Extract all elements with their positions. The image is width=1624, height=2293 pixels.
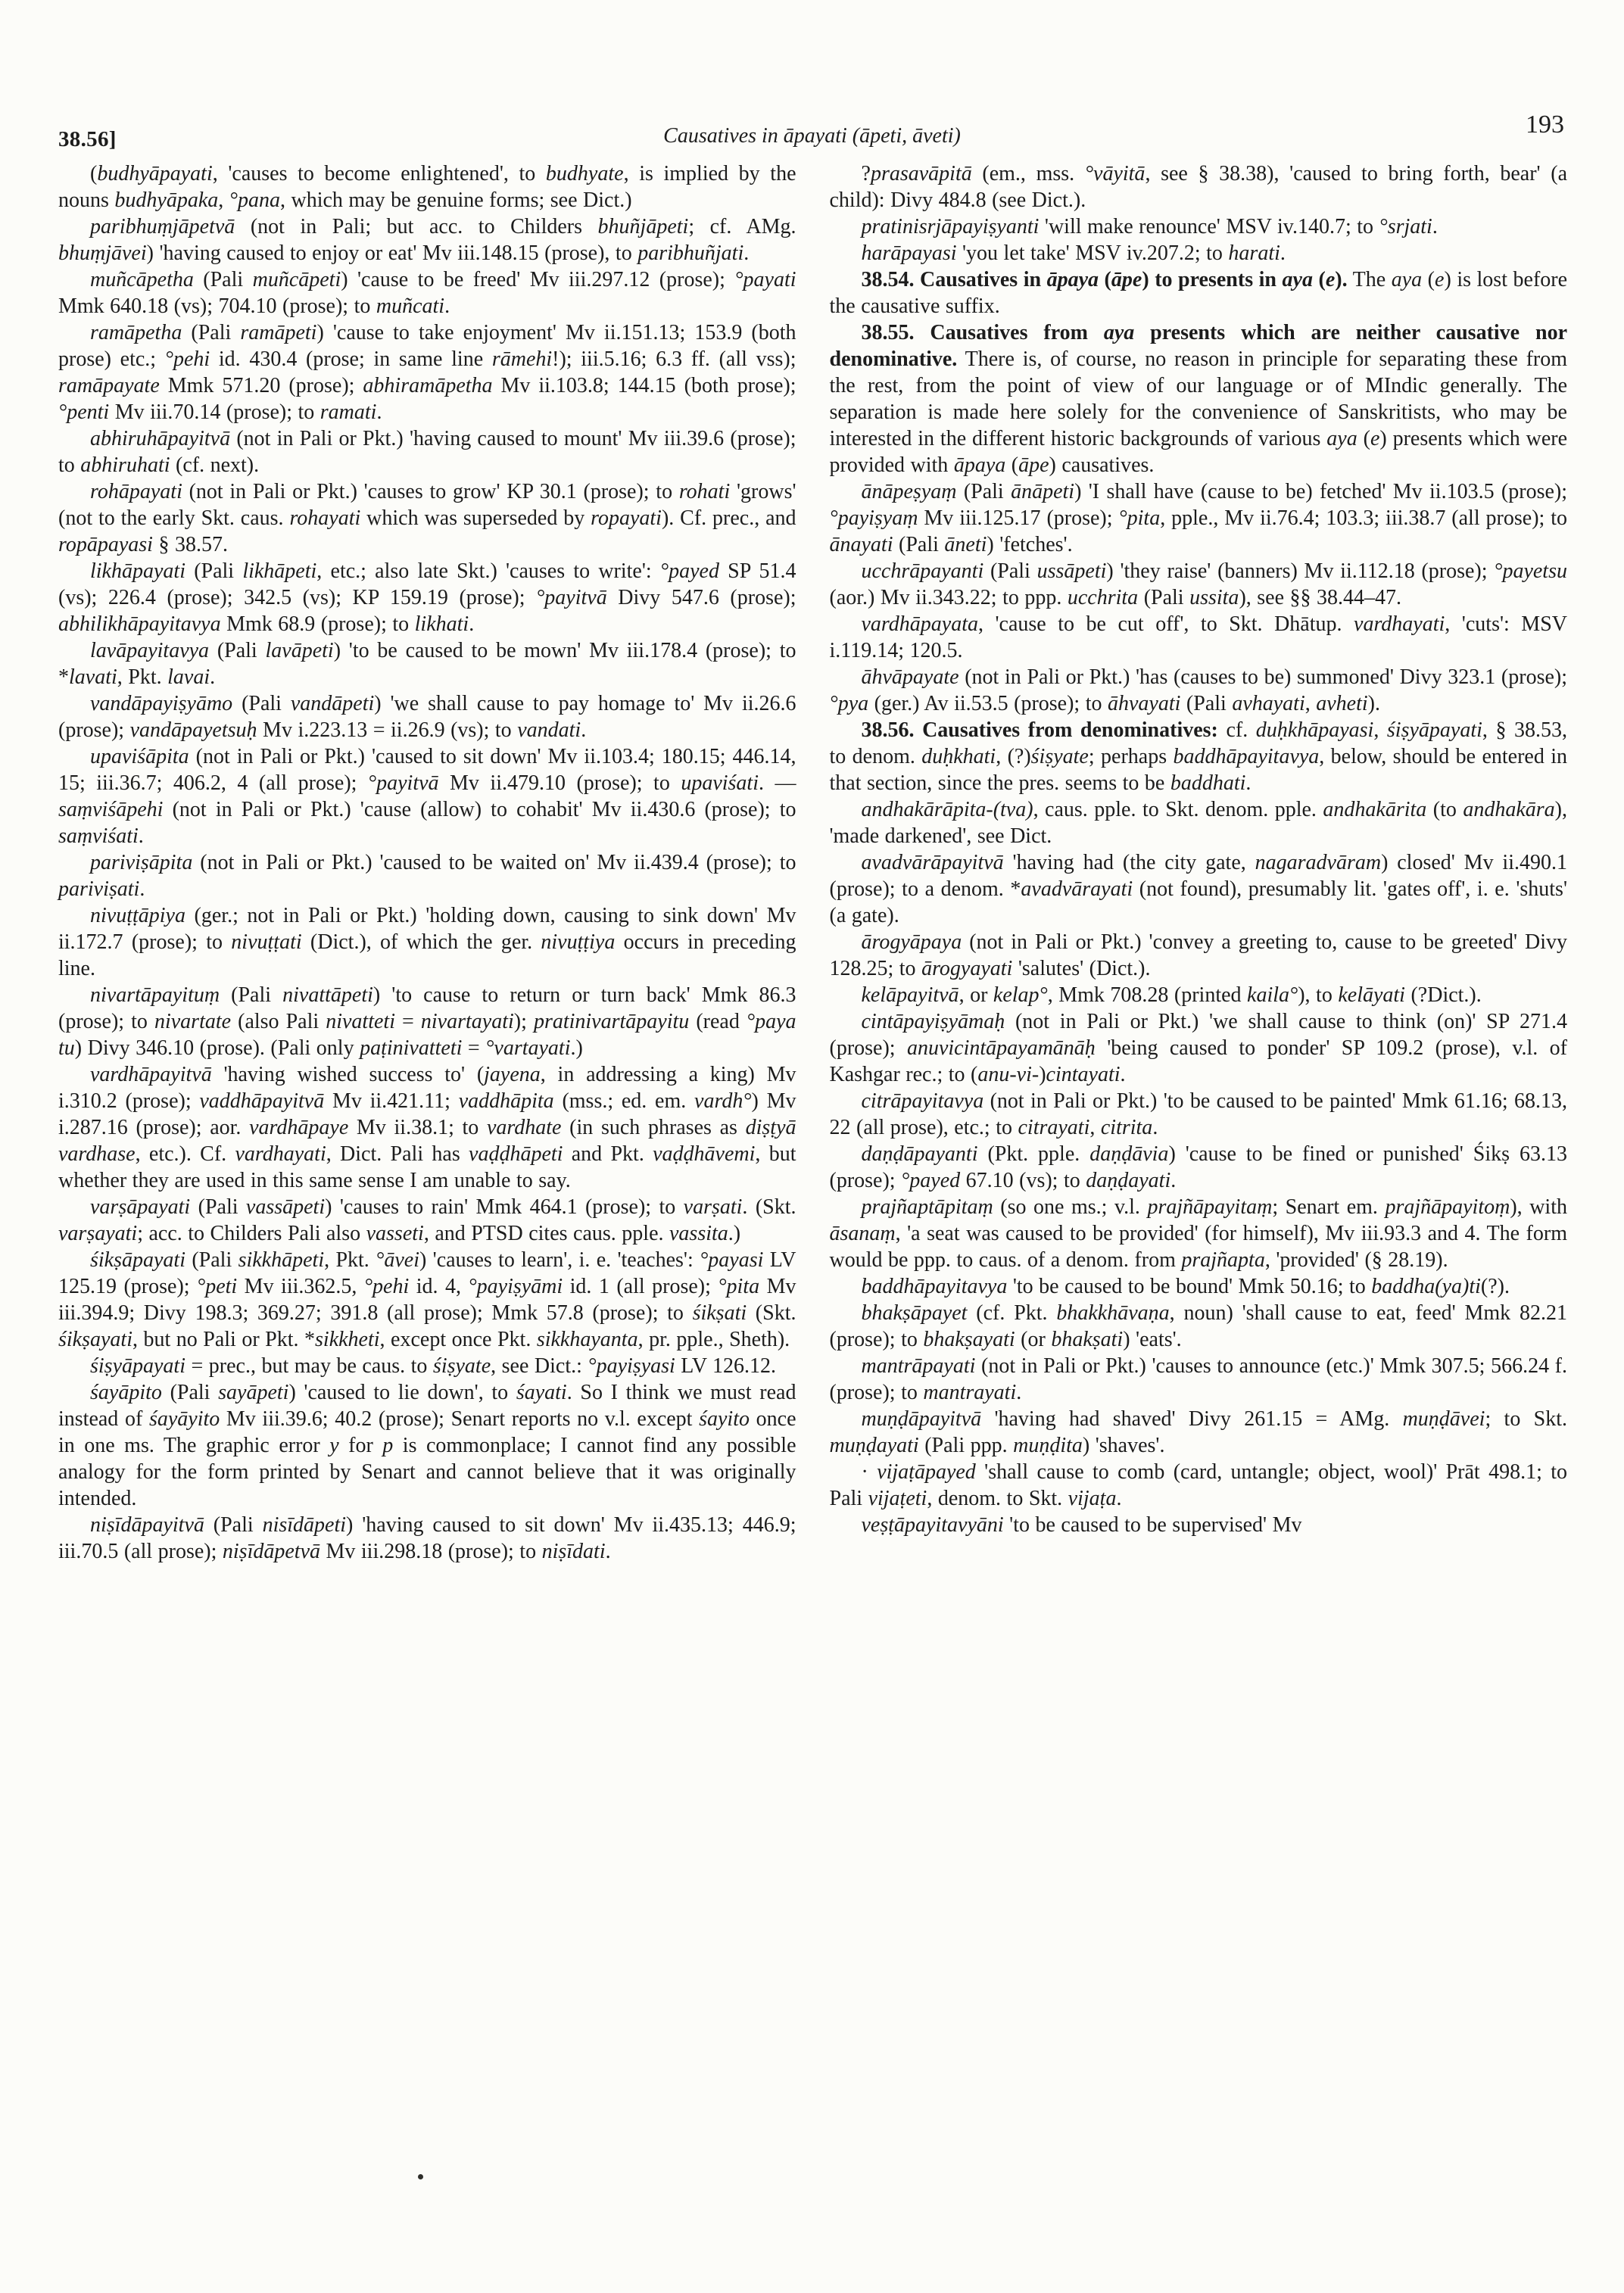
paragraph: prajñaptāpitaṃ (so one ms.; v.l. prajñāpayitaṃ; Senart em. prajñāpayitoṃ), with āsanaṃ, 'a seat was caused to be provided' (for himself), Mv iii.93.3 and 4. The form would be ppp. to caus. of a denom. from prajñapta, 'provided' (§ 28.19). xyxy=(829,1195,1567,1272)
paragraph: rohāpayati (not in Pali or Pkt.) 'causes to grow' KP 30.1 (prose); to rohati 'grows' (not to the early Skt. caus. rohayati which was superseded by ropayati). Cf. prec., and ropāpayasi § 38.57. xyxy=(58,480,796,556)
paragraph: · vijaṭāpayed 'shall cause to comb (card, untangle; object, wool)' Prāt 498.1; to Pali vijaṭeti, denom. to Skt. vijaṭa. xyxy=(829,1460,1567,1510)
paragraph: pratinisrjāpayiṣyanti 'will make renounce' MSV iv.140.7; to °srjati. xyxy=(861,215,1438,238)
paragraph: lavāpayitavya (Pali lavāpeti) 'to be caused to be mown' Mv iii.178.4 (prose); to *lavati, Pkt. lavai. xyxy=(58,639,796,689)
paragraph: vardhāpayitvā 'having wished success to' (jayena, in addressing a king) Mv i.310.2 (prose); vaddhāpayitvā Mv ii.421.11; vaddhāpita (mss.; ed. em. vardh°) Mv i.287.16 (prose); aor. vardhāpaye Mv ii.38.1; to vardhate (in such phrases as diṣṭyā vardhase, etc.). Cf. vardhayati, Dict. Pali has vaḍḍhāpeti and Pkt. vaḍḍhāvemi, but whether they are used in this same sense I am unable to say. xyxy=(58,1063,796,1192)
right-column xyxy=(830,160,1568,1538)
paragraph: upaviśāpita (not in Pali or Pkt.) 'caused to sit down' Mv ii.103.4; 180.15; 446.14, 15; iii.36.7; 406.2, 4 (all prose); °payitvā Mv ii.479.10 (prose); to upaviśati. — saṃviśāpehi (not in Pali or Pkt.) 'cause (allow) to cohabit' Mv ii.430.6 (prose); to saṃviśati. xyxy=(58,745,796,848)
paragraph: vandāpayiṣyāmo (Pali vandāpeti) 'we shall cause to pay homage to' Mv ii.26.6 (prose); vandāpayetsuḥ Mv i.223.13 = ii.26.9 (vs); to vandati. xyxy=(58,692,796,742)
paragraph: cintāpayiṣyāmaḥ (not in Pali or Pkt.) 'we shall cause to think (on)' SP 271.4 (prose); anuvicintāpayamānāḥ 'being caused to ponder' SP 109.2 (prose), v.l. of Kashgar rec.; to (anu-vi-)cintayati. xyxy=(829,1010,1567,1086)
paragraph: veṣṭāpayitavyāni 'to be caused to be supervised' Mv xyxy=(861,1513,1302,1537)
paragraph: mantrāpayati (not in Pali or Pkt.) 'causes to announce (etc.)' Mmk 307.5; 566.24 f. (prose); to mantrayati. xyxy=(829,1354,1567,1404)
page-header xyxy=(58,111,1566,156)
paragraph: nivuṭṭāpiya (ger.; not in Pali or Pkt.) 'holding down, causing to sink down' Mv ii.172.7 (prose); to nivuṭṭati (Dict.), of which the ger. nivuṭṭiya occurs in preceding line. xyxy=(58,904,796,980)
paragraph: vardhāpayata, 'cause to be cut off', to Skt. Dhātup. vardhayati, 'cuts': MSV i.119.14; 120.5. xyxy=(829,612,1567,662)
paragraph: baddhāpayitavya 'to be caused to be bound' Mmk 50.16; to baddha(ya)ti(?). xyxy=(861,1275,1510,1298)
paragraph: nivartāpayituṃ (Pali nivattāpeti) 'to cause to return or turn back' Mmk 86.3 (prose); to nivartate (also Pali nivatteti = nivartayati); pratinivartāpayitu (read °paya tu) Divy 346.10 (prose). (Pali only paṭinivatteti = °vartayati.) xyxy=(58,983,796,1060)
paragraph: śikṣāpayati (Pali sikkhāpeti, Pkt. °āvei) 'causes to learn', i. e. 'teaches': °payasi LV 125.19 (prose); °peti Mv iii.362.5, °pehi id. 4, °payiṣyāmi id. 1 (all prose); °pita Mv iii.394.9; Divy 198.3; 369.27; 391.8 (all prose); Mmk 57.8 (prose); to śikṣati (Skt. śikṣayati, but no Pali or Pkt. *sikkheti, except once Pkt. sikkhayanta, pr. pple., Sheth). xyxy=(58,1248,796,1351)
paragraph: muṇḍāpayitvā 'having had shaved' Divy 261.15 = AMg. muṇḍāvei; to Skt. muṇḍayati (Pali ppp. muṇḍita) 'shaves'. xyxy=(829,1407,1567,1457)
paragraph: citrāpayitavya (not in Pali or Pkt.) 'to be caused to be painted' Mmk 61.16; 68.13, 22 (all prose), etc.; to citrayati, citrita. xyxy=(829,1089,1567,1139)
paragraph: 38.56. Causatives from denominatives: cf. duḥkhāpayasi, śiṣyāpayati, § 38.53, to denom. duḥkhati, (?)śiṣyate; perhaps baddhāpayitavya, below, should be entered in that section, since the pres. seems to be baddhati. xyxy=(829,718,1568,795)
paragraph: śayāpito (Pali sayāpeti) 'caused to lie down', to śayati. So I think we must read instead of śayāyito Mv iii.39.6; 40.2 (prose); Senart reports no v.l. except śayito once in one ms. The graphic error y for p is commonplace; I cannot find any possible analogy for the form printed by Senart and cannot believe that it was originally intended. xyxy=(58,1381,796,1510)
paragraph: 38.54. Causatives in āpaya (āpe) to presents in aya (e). The aya (e) is lost before the causative suffix. xyxy=(829,268,1568,318)
paragraph: śiṣyāpayati = prec., but may be caus. to śiṣyate, see Dict.: °payiṣyasi LV 126.12. xyxy=(90,1354,777,1378)
paragraph: likhāpayati (Pali likhāpeti, etc.; also late Skt.) 'causes to write': °payed SP 51.4 (vs); 226.4 (prose); 342.5 (vs); KP 159.19 (prose); °payitvā Divy 547.6 (prose); abhilikhāpayitavya Mmk 68.9 (prose); to likhati. xyxy=(58,559,796,636)
scan-artifact-dot xyxy=(418,2174,423,2179)
paragraph: pariviṣāpita (not in Pali or Pkt.) 'caused to be waited on' Mv ii.439.4 (prose); to pariviṣati. xyxy=(58,851,796,901)
paragraph: ānāpeṣyaṃ (Pali ānāpeti) 'I shall have (cause to be) fetched' Mv ii.103.5 (prose); °payiṣyaṃ Mv iii.125.17 (prose); °pita, pple., Mv ii.76.4; 103.3; iii.38.7 (all prose); to ānayati (Pali āneti) 'fetches'. xyxy=(829,480,1567,556)
paragraph: harāpayasi 'you let take' MSV iv.207.2; to harati. xyxy=(861,241,1286,265)
paragraph: andhakārāpita-(tva), caus. pple. to Skt. denom. pple. andhakārita (to andhakāra), 'made darkened', see Dict. xyxy=(829,798,1567,848)
paragraph: varṣāpayati (Pali vassāpeti) 'causes to rain' Mmk 464.1 (prose); to varṣati. (Skt. varṣayati; acc. to Childers Pali also vasseti, and PTSD cites caus. pple. vassita.) xyxy=(58,1195,796,1245)
paragraph: ramāpetha (Pali ramāpeti) 'cause to take enjoyment' Mv ii.151.13; 153.9 (both prose) etc.; °pehi id. 430.4 (prose; in same line rāmehi!); iii.5.16; 6.3 ff. (all vss); ramāpayate Mmk 571.20 (prose); abhiramāpetha Mv ii.103.8; 144.15 (both prose); °penti Mv iii.70.14 (prose); to ramati. xyxy=(58,321,796,424)
page-number: 193 xyxy=(1526,111,1564,139)
paragraph: abhiruhāpayitvā (not in Pali or Pkt.) 'having caused to mount' Mv iii.39.6 (prose); to abhiruhati (cf. next). xyxy=(58,427,796,477)
section-reference: 38.56] xyxy=(58,127,117,151)
paragraph: niṣīdāpayitvā (Pali nisīdāpeti) 'having caused to sit down' Mv ii.435.13; 446.9; iii.70.5 (all prose); niṣīdāpetvā Mv iii.298.18 (prose); to niṣīdati. xyxy=(58,1513,796,1563)
paragraph: muñcāpetha (Pali muñcāpeti) 'cause to be freed' Mv iii.297.12 (prose); °payati Mmk 640.18 (vs); 704.10 (prose); to muñcati. xyxy=(58,268,796,318)
paragraph: ?prasavāpitā (em., mss. °vāyitā, see § 38.38), 'caused to bring forth, bear' (a child): Divy 484.8 (see Dict.). xyxy=(829,162,1567,212)
running-title: Causatives in āpayati (āpeti, āveti) xyxy=(663,124,961,148)
paragraph: kelāpayitvā, or kelap°, Mmk 708.28 (printed kaila°), to kelāyati (?Dict.). xyxy=(861,983,1482,1007)
paragraph: ucchrāpayanti (Pali ussāpeti) 'they raise' (banners) Mv ii.112.18 (prose); °payetsu (aor.) Mv ii.343.22; to ppp. ucchrita (Pali ussita), see §§ 38.44–47. xyxy=(829,559,1567,609)
paragraph: daṇḍāpayanti (Pkt. pple. daṇḍāvia) 'cause to be fined or punished' Śikṣ 63.13 (prose); °payed 67.10 (vs); to daṇḍayati. xyxy=(829,1142,1567,1192)
left-column xyxy=(58,160,796,1565)
paragraph: bhakṣāpayet (cf. Pkt. bhakkhāvaṇa, noun) 'shall cause to eat, feed' Mmk 82.21 (prose); to bhakṣayati (or bhakṣati) 'eats'. xyxy=(829,1301,1567,1351)
text-body xyxy=(58,160,1567,1565)
paragraph: avadvārāpayitvā 'having had (the city gate, nagaradvāram) closed' Mv ii.490.1 (prose); to a denom. *avadvārayati (not found), presumably lit. 'gates off', i. e. 'shuts' (a gate). xyxy=(829,851,1567,927)
paragraph: (budhyāpayati, 'causes to become enlightened', to budhyate, is implied by the nouns budhyāpaka, °pana, which may be genuine forms; see Dict.) xyxy=(58,162,796,212)
paragraph: 38.55. Causatives from aya presents which are neither causative nor denominative. There is, of course, no reason in principle for separating these from the rest, from the point of view of our language or of MIndic generally. The separation is made here solely for the convenience of Sanskritists, who may be interested in the different historic backgrounds of various aya (e) presents which were provided with āpaya (āpe) causatives. xyxy=(829,321,1567,477)
paragraph: āhvāpayate (not in Pali or Pkt.) 'has (causes to be) summoned' Divy 323.1 (prose); °pya (ger.) Av ii.53.5 (prose); to āhvayati (Pali avhayati, avheti). xyxy=(829,665,1567,715)
paragraph: paribhuṃjāpetvā (not in Pali; but acc. to Childers bhuñjāpeti; cf. AMg. bhuṃjāvei) 'having caused to enjoy or eat' Mv iii.148.15 (prose), to paribhuñjati. xyxy=(58,215,796,265)
paragraph: ārogyāpaya (not in Pali or Pkt.) 'convey a greeting to, cause to be greeted' Divy 128.25; to ārogyayati 'salutes' (Dict.). xyxy=(829,930,1567,980)
